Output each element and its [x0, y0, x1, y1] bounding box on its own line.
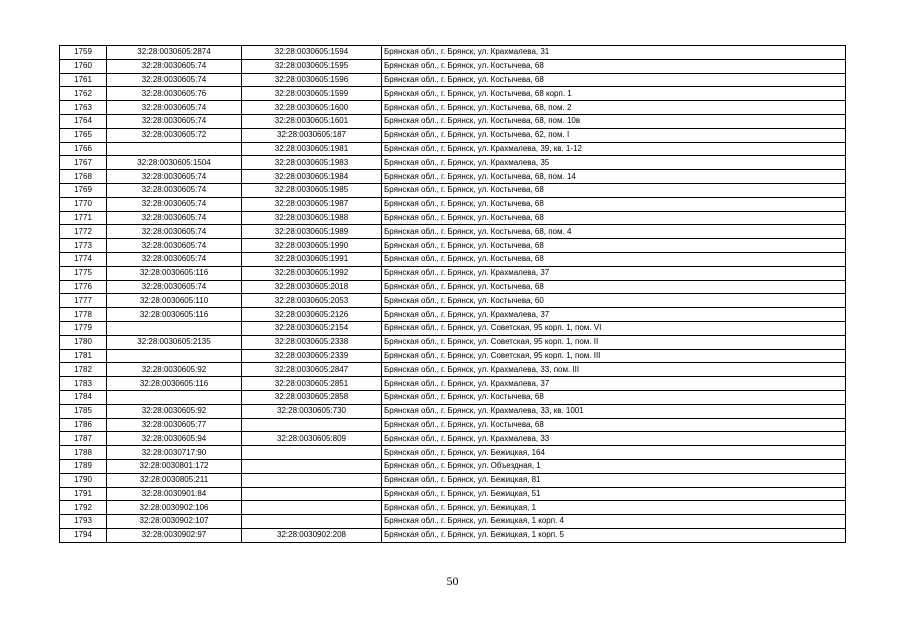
address-cell: Брянская обл., г. Брянск, ул. Бежицкая, 1 корп. 4	[382, 515, 846, 529]
cadastral-object-cell	[242, 501, 382, 515]
cadastral-object-cell: 32:28:0030605:730	[242, 404, 382, 418]
row-number-cell: 1794	[60, 528, 107, 542]
table-row	[60, 114, 846, 128]
cadastral-land-cell: 32:28:0030902:107	[107, 515, 242, 529]
cadastral-object-cell: 32:28:0030605:187	[242, 128, 382, 142]
cadastral-land-cell	[107, 349, 242, 363]
cadastral-object-cell: 32:28:0030605:2851	[242, 377, 382, 391]
address-cell: Брянская обл., г. Брянск, ул. Крахмалева, 33, кв. 1001	[382, 404, 846, 418]
row-number-cell: 1776	[60, 280, 107, 294]
cadastral-object-cell: 32:28:0030605:2053	[242, 294, 382, 308]
cadastral-land-cell: 32:28:0030805:211	[107, 473, 242, 487]
table-row	[60, 170, 846, 184]
row-number-cell: 1759	[60, 46, 107, 60]
address-cell: Брянская обл., г. Брянск, ул. Костычева, 68, пом. 4	[382, 225, 846, 239]
cadastral-object-cell: 32:28:0030605:2858	[242, 390, 382, 404]
address-cell: Брянская обл., г. Брянск, ул. Бежицкая, 1 корп. 5	[382, 528, 846, 542]
table-row	[60, 183, 846, 197]
cadastral-land-cell: 32:28:0030605:74	[107, 101, 242, 115]
cadastral-land-cell: 32:28:0030605:74	[107, 211, 242, 225]
table-row	[60, 432, 846, 446]
cadastral-land-cell: 32:28:0030605:116	[107, 266, 242, 280]
row-number-cell: 1766	[60, 142, 107, 156]
cadastral-land-cell: 32:28:0030605:74	[107, 197, 242, 211]
cadastral-object-cell: 32:28:0030605:1991	[242, 252, 382, 266]
cadastral-land-cell	[107, 142, 242, 156]
cadastral-object-cell: 32:28:0030605:1987	[242, 197, 382, 211]
cadastral-object-cell: 32:28:0030605:1596	[242, 73, 382, 87]
table-row	[60, 266, 846, 280]
table-row	[60, 252, 846, 266]
cadastral-land-cell: 32:28:0030605:2135	[107, 335, 242, 349]
address-cell: Брянская обл., г. Брянск, ул. Советская, 95 корп. 1, пом. VI	[382, 321, 846, 335]
row-number-cell: 1778	[60, 308, 107, 322]
address-cell: Брянская обл., г. Брянск, ул. Крахмалева, 37	[382, 266, 846, 280]
table-row	[60, 363, 846, 377]
cadastral-object-cell: 32:28:0030605:1990	[242, 239, 382, 253]
table-row	[60, 459, 846, 473]
row-number-cell: 1790	[60, 473, 107, 487]
register-table-body	[60, 46, 846, 543]
cadastral-land-cell: 32:28:0030605:74	[107, 280, 242, 294]
row-number-cell: 1779	[60, 321, 107, 335]
address-cell: Брянская обл., г. Брянск, ул. Костычева, 68	[382, 183, 846, 197]
table-row	[60, 308, 846, 322]
row-number-cell: 1775	[60, 266, 107, 280]
table-row	[60, 101, 846, 115]
cadastral-land-cell: 32:28:0030605:1504	[107, 156, 242, 170]
table-row	[60, 197, 846, 211]
row-number-cell: 1777	[60, 294, 107, 308]
cadastral-object-cell: 32:28:0030902:208	[242, 528, 382, 542]
table-row	[60, 335, 846, 349]
address-cell: Брянская обл., г. Брянск, ул. Костычева, 68, пом. 10в	[382, 114, 846, 128]
row-number-cell: 1761	[60, 73, 107, 87]
row-number-cell: 1785	[60, 404, 107, 418]
cadastral-object-cell: 32:28:0030605:1989	[242, 225, 382, 239]
row-number-cell: 1793	[60, 515, 107, 529]
table-row	[60, 321, 846, 335]
cadastral-object-cell	[242, 487, 382, 501]
cadastral-object-cell: 32:28:0030605:1599	[242, 87, 382, 101]
table-row	[60, 515, 846, 529]
cadastral-land-cell: 32:28:0030605:74	[107, 114, 242, 128]
address-cell: Брянская обл., г. Брянск, ул. Советская, 95 корп. 1, пом. III	[382, 349, 846, 363]
address-cell: Брянская обл., г. Брянск, ул. Костычева, 62, пом. I	[382, 128, 846, 142]
table-row	[60, 211, 846, 225]
cadastral-object-cell: 32:28:0030605:1594	[242, 46, 382, 60]
table-row	[60, 156, 846, 170]
row-number-cell: 1770	[60, 197, 107, 211]
cadastral-land-cell: 32:28:0030605:74	[107, 73, 242, 87]
table-row	[60, 446, 846, 460]
page-number: 50	[446, 574, 459, 588]
row-number-cell: 1791	[60, 487, 107, 501]
cadastral-land-cell: 32:28:0030605:92	[107, 363, 242, 377]
row-number-cell: 1763	[60, 101, 107, 115]
cadastral-land-cell: 32:28:0030801:172	[107, 459, 242, 473]
table-row	[60, 59, 846, 73]
row-number-cell: 1786	[60, 418, 107, 432]
cadastral-land-cell: 32:28:0030605:74	[107, 239, 242, 253]
cadastral-land-cell	[107, 390, 242, 404]
cadastral-object-cell: 32:28:0030605:1984	[242, 170, 382, 184]
address-cell: Брянская обл., г. Брянск, ул. Костычева, 68	[382, 73, 846, 87]
table-row	[60, 73, 846, 87]
cadastral-land-cell: 32:28:0030605:74	[107, 170, 242, 184]
row-number-cell: 1771	[60, 211, 107, 225]
address-cell: Брянская обл., г. Брянск, ул. Костычева, 68	[382, 211, 846, 225]
row-number-cell: 1764	[60, 114, 107, 128]
row-number-cell: 1765	[60, 128, 107, 142]
row-number-cell: 1784	[60, 390, 107, 404]
cadastral-land-cell: 32:28:0030605:76	[107, 87, 242, 101]
address-cell: Брянская обл., г. Брянск, ул. Костычева, 68	[382, 239, 846, 253]
row-number-cell: 1772	[60, 225, 107, 239]
cadastral-land-cell: 32:28:0030902:106	[107, 501, 242, 515]
table-row	[60, 239, 846, 253]
table-row	[60, 390, 846, 404]
cadastral-object-cell	[242, 515, 382, 529]
address-cell: Брянская обл., г. Брянск, ул. Крахмалева, 37	[382, 377, 846, 391]
cadastral-land-cell: 32:28:0030605:110	[107, 294, 242, 308]
address-cell: Брянская обл., г. Брянск, ул. Костычева, 68	[382, 280, 846, 294]
row-number-cell: 1762	[60, 87, 107, 101]
cadastral-object-cell: 32:28:0030605:2847	[242, 363, 382, 377]
cadastral-land-cell: 32:28:0030605:74	[107, 252, 242, 266]
row-number-cell: 1773	[60, 239, 107, 253]
cadastral-land-cell: 32:28:0030605:74	[107, 183, 242, 197]
address-cell: Брянская обл., г. Брянск, ул. Бежицкая, 51	[382, 487, 846, 501]
table-row	[60, 473, 846, 487]
cadastral-object-cell: 32:28:0030605:1601	[242, 114, 382, 128]
row-number-cell: 1783	[60, 377, 107, 391]
address-cell: Брянская обл., г. Брянск, ул. Костычева, 68	[382, 59, 846, 73]
cadastral-object-cell: 32:28:0030605:1985	[242, 183, 382, 197]
address-cell: Брянская обл., г. Брянск, ул. Костычева, 68	[382, 252, 846, 266]
row-number-cell: 1781	[60, 349, 107, 363]
row-number-cell: 1788	[60, 446, 107, 460]
cadastral-land-cell: 32:28:0030605:116	[107, 308, 242, 322]
address-cell: Брянская обл., г. Брянск, ул. Бежицкая, 1	[382, 501, 846, 515]
cadastral-object-cell	[242, 418, 382, 432]
address-cell: Брянская обл., г. Брянск, ул. Костычева, 68 корп. 1	[382, 87, 846, 101]
cadastral-object-cell	[242, 473, 382, 487]
address-cell: Брянская обл., г. Брянск, ул. Костычева, 68	[382, 197, 846, 211]
table-row	[60, 87, 846, 101]
address-cell: Брянская обл., г. Брянск, ул. Крахмалева, 33	[382, 432, 846, 446]
cadastral-land-cell: 32:28:0030605:2874	[107, 46, 242, 60]
table-row	[60, 225, 846, 239]
table-row	[60, 528, 846, 542]
cadastral-object-cell: 32:28:0030605:1983	[242, 156, 382, 170]
table-row	[60, 142, 846, 156]
row-number-cell: 1792	[60, 501, 107, 515]
cadastral-land-cell: 32:28:0030605:77	[107, 418, 242, 432]
address-cell: Брянская обл., г. Брянск, ул. Костычева, 60	[382, 294, 846, 308]
cadastral-land-cell: 32:28:0030605:92	[107, 404, 242, 418]
cadastral-object-cell	[242, 446, 382, 460]
cadastral-object-cell: 32:28:0030605:2018	[242, 280, 382, 294]
cadastral-object-cell: 32:28:0030605:2338	[242, 335, 382, 349]
cadastral-land-cell: 32:28:0030902:97	[107, 528, 242, 542]
cadastral-object-cell: 32:28:0030605:1988	[242, 211, 382, 225]
row-number-cell: 1769	[60, 183, 107, 197]
cadastral-land-cell: 32:28:0030717:90	[107, 446, 242, 460]
address-cell: Брянская обл., г. Брянск, ул. Советская, 95 корп. 1, пом. II	[382, 335, 846, 349]
row-number-cell: 1780	[60, 335, 107, 349]
cadastral-land-cell: 32:28:0030605:72	[107, 128, 242, 142]
cadastral-object-cell: 32:28:0030605:2126	[242, 308, 382, 322]
cadastral-land-cell: 32:28:0030605:116	[107, 377, 242, 391]
table-row	[60, 501, 846, 515]
address-cell: Брянская обл., г. Брянск, ул. Костычева, 68, пом. 2	[382, 101, 846, 115]
cadastral-land-cell: 32:28:0030605:94	[107, 432, 242, 446]
cadastral-land-cell: 32:28:0030901:84	[107, 487, 242, 501]
cadastral-object-cell: 32:28:0030605:1600	[242, 101, 382, 115]
address-cell: Брянская обл., г. Брянск, ул. Крахмалева, 31	[382, 46, 846, 60]
address-cell: Брянская обл., г. Брянск, ул. Бежицкая, 164	[382, 446, 846, 460]
cadastral-object-cell: 32:28:0030605:2154	[242, 321, 382, 335]
table-row	[60, 280, 846, 294]
cadastral-object-cell: 32:28:0030605:1981	[242, 142, 382, 156]
cadastral-land-cell	[107, 321, 242, 335]
address-cell: Брянская обл., г. Брянск, ул. Костычева, 68	[382, 390, 846, 404]
address-cell: Брянская обл., г. Брянск, ул. Крахмалева, 35	[382, 156, 846, 170]
row-number-cell: 1787	[60, 432, 107, 446]
register-table	[59, 45, 846, 543]
row-number-cell: 1760	[60, 59, 107, 73]
row-number-cell: 1789	[60, 459, 107, 473]
row-number-cell: 1767	[60, 156, 107, 170]
cadastral-object-cell: 32:28:0030605:1595	[242, 59, 382, 73]
cadastral-object-cell: 32:28:0030605:1992	[242, 266, 382, 280]
address-cell: Брянская обл., г. Брянск, ул. Крахмалева, 39, кв. 1-12	[382, 142, 846, 156]
cadastral-land-cell: 32:28:0030605:74	[107, 59, 242, 73]
table-row	[60, 418, 846, 432]
cadastral-object-cell: 32:28:0030605:2339	[242, 349, 382, 363]
address-cell: Брянская обл., г. Брянск, ул. Крахмалева, 33, пом. III	[382, 363, 846, 377]
row-number-cell: 1782	[60, 363, 107, 377]
address-cell: Брянская обл., г. Брянск, ул. Бежицкая, 81	[382, 473, 846, 487]
row-number-cell: 1774	[60, 252, 107, 266]
cadastral-object-cell	[242, 459, 382, 473]
table-row	[60, 404, 846, 418]
table-row	[60, 487, 846, 501]
cadastral-land-cell: 32:28:0030605:74	[107, 225, 242, 239]
address-cell: Брянская обл., г. Брянск, ул. Костычева, 68, пом. 14	[382, 170, 846, 184]
table-row	[60, 46, 846, 60]
table-row	[60, 349, 846, 363]
address-cell: Брянская обл., г. Брянск, ул. Объездная, 1	[382, 459, 846, 473]
cadastral-object-cell: 32:28:0030605:809	[242, 432, 382, 446]
table-row	[60, 377, 846, 391]
address-cell: Брянская обл., г. Брянск, ул. Крахмалева, 37	[382, 308, 846, 322]
table-row	[60, 294, 846, 308]
row-number-cell: 1768	[60, 170, 107, 184]
address-cell: Брянская обл., г. Брянск, ул. Костычева, 68	[382, 418, 846, 432]
table-row	[60, 128, 846, 142]
